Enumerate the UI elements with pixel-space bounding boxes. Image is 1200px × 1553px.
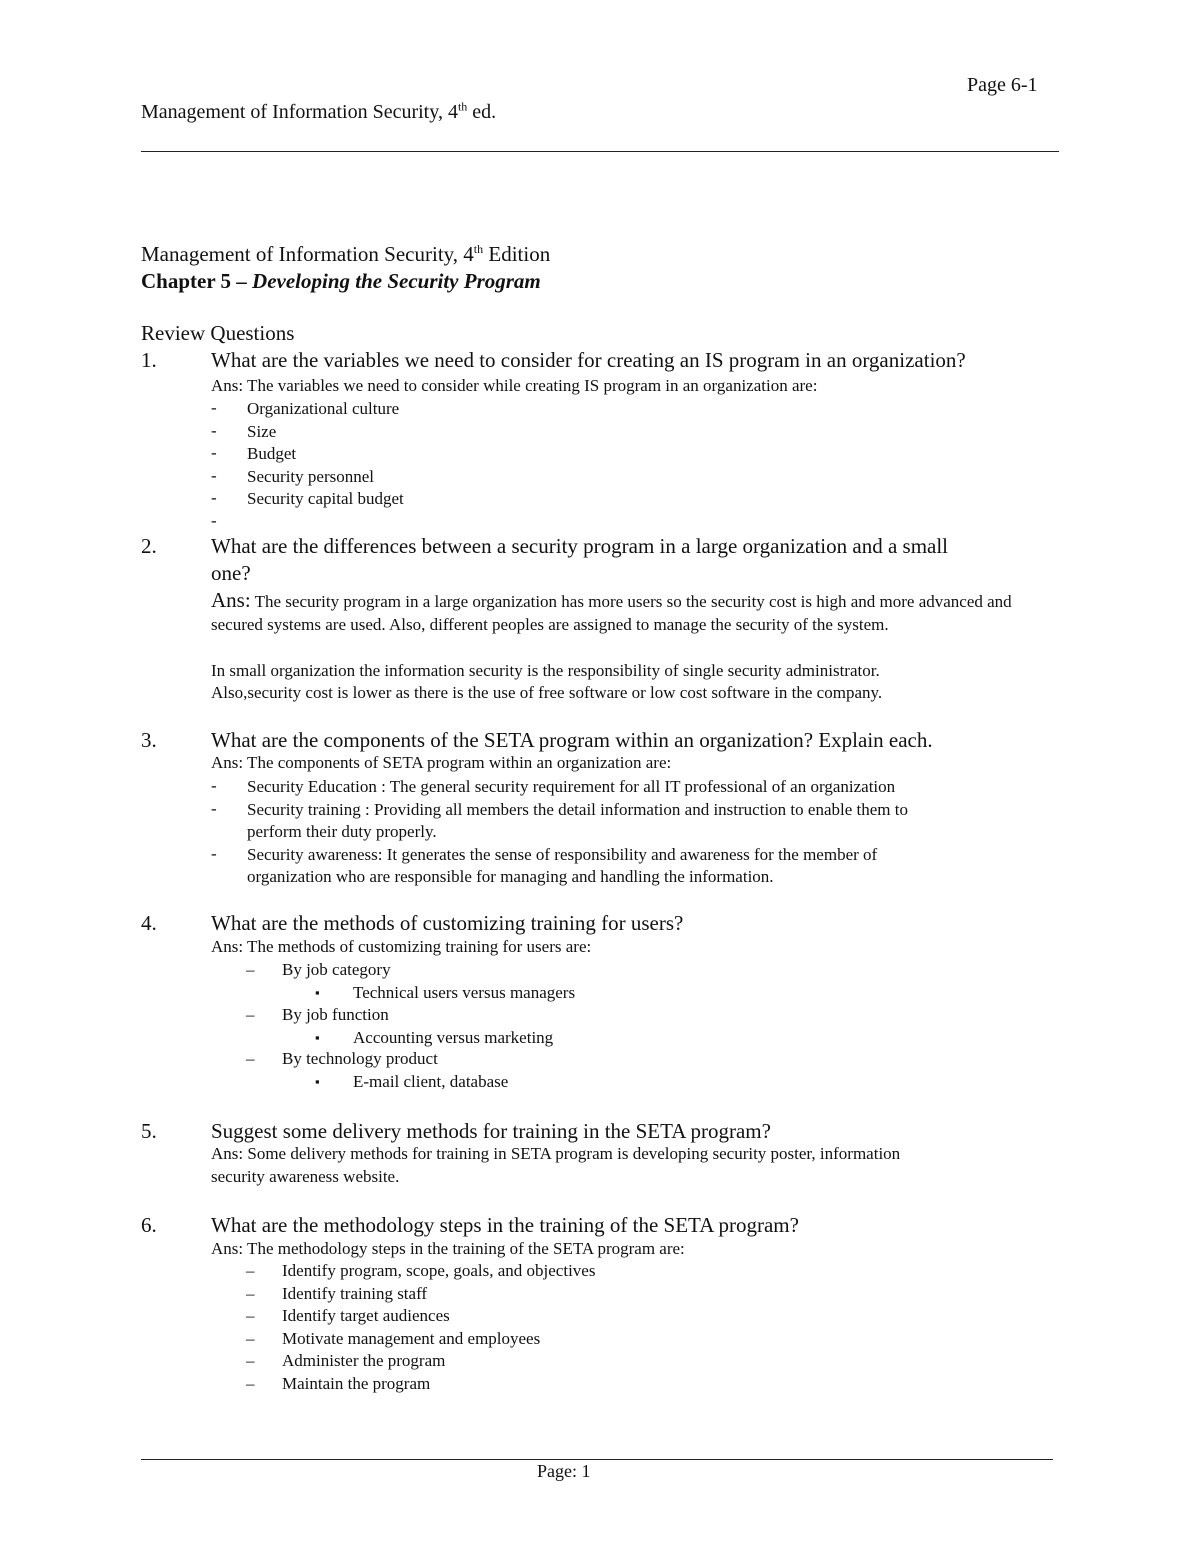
list-item: Administer the program — [282, 1351, 446, 1370]
footer-page-number: Page: 1 — [537, 1461, 591, 1481]
bullet-icon: ▪ — [315, 985, 320, 1000]
list-dash: - — [211, 511, 217, 530]
answer-intro: Ans: The components of SETA program within an organization are: — [211, 753, 672, 772]
list-dash: – — [246, 1351, 255, 1370]
answer-intro: Ans: The methods of customizing training for users are: — [211, 937, 592, 956]
list-item-continued: organization who are responsible for managing and handling the information. — [247, 867, 774, 886]
header-book-title: Management of Information Security, 4th ed. — [141, 99, 497, 123]
question-text: What are the methods of customizing training for users? — [211, 911, 684, 935]
question-text: What are the differences between a security program in a large organization and a small — [211, 534, 949, 558]
answer-paragraph: Also,security cost is lower as there is the use of free software or low cost software in the company. — [211, 683, 883, 702]
bullet-icon: ▪ — [315, 1074, 320, 1089]
sub-list-item: Technical users versus managers — [353, 983, 576, 1002]
question-number: 4. — [141, 911, 157, 935]
list-dash: - — [211, 799, 217, 818]
list-dash: - — [211, 844, 217, 863]
sub-list-item: E-mail client, database — [353, 1072, 509, 1091]
list-item: Motivate management and employees — [282, 1329, 541, 1348]
list-dash: - — [211, 398, 217, 417]
list-item: Organizational culture — [247, 399, 400, 418]
list-item: By job category — [282, 960, 391, 979]
chapter-heading: Chapter 5 – Developing the Security Program — [141, 269, 541, 293]
review-questions-heading: Review Questions — [141, 321, 295, 345]
answer-intro: Ans: The variables we need to consider while creating IS program in an organization are: — [211, 376, 818, 395]
answer-paragraph: Ans: The security program in a large organization has more users so the security cost is high and more advanced and secured systems are used. Also, different peoples are assigned to manage the security of the system. — [211, 588, 1012, 634]
bullet-icon: ▪ — [315, 1030, 320, 1045]
header-divider — [141, 151, 1059, 152]
list-dash: – — [246, 1005, 255, 1024]
sub-list-item: Accounting versus marketing — [353, 1028, 554, 1047]
answer-paragraph: In small organization the information security is the responsibility of single security administrator. — [211, 661, 880, 680]
question-text: What are the components of the SETA program within an organization? Explain each. — [211, 728, 933, 752]
list-dash: - — [211, 776, 217, 795]
list-item: Security awareness: It generates the sense of responsibility and awareness for the member of — [247, 845, 878, 864]
question-number: 1. — [141, 348, 157, 372]
list-item-continued: perform their duty properly. — [247, 822, 437, 841]
answer-text: Ans: Some delivery methods for training in SETA program is developing security poster, information — [211, 1144, 901, 1163]
footer-divider — [141, 1459, 1053, 1460]
question-text: What are the methodology steps in the training of the SETA program? — [211, 1213, 799, 1237]
question-number: 3. — [141, 728, 157, 752]
list-dash: – — [246, 1284, 255, 1303]
header-page-number: Page 6-1 — [967, 74, 1038, 96]
list-item: Security capital budget — [247, 489, 404, 508]
list-item: By job function — [282, 1005, 389, 1024]
answer-intro: Ans: The methodology steps in the training of the SETA program are: — [211, 1239, 685, 1258]
list-dash: – — [246, 1306, 255, 1325]
list-item: Maintain the program — [282, 1374, 431, 1393]
question-number: 6. — [141, 1213, 157, 1237]
list-dash: – — [246, 960, 255, 979]
question-text: What are the variables we need to consider for creating an IS program in an organization? — [211, 348, 966, 372]
answer-text-continued: security awareness website. — [211, 1167, 400, 1186]
list-item: Security Education : The general security requirement for all IT professional of an organization — [247, 777, 896, 796]
list-item: Security personnel — [247, 467, 374, 486]
list-item: Size — [247, 422, 277, 441]
list-item: Identify program, scope, goals, and objectives — [282, 1261, 596, 1280]
list-item: By technology product — [282, 1049, 438, 1068]
list-dash: - — [211, 466, 217, 485]
question-text-continued: one? — [211, 561, 251, 585]
list-item: Identify target audiences — [282, 1306, 450, 1325]
list-dash: – — [246, 1261, 255, 1280]
list-dash: - — [211, 488, 217, 507]
list-dash: – — [246, 1049, 255, 1068]
question-text: Suggest some delivery methods for training in the SETA program? — [211, 1119, 771, 1143]
list-item: Budget — [247, 444, 297, 463]
list-dash: - — [211, 443, 217, 462]
question-number: 5. — [141, 1119, 157, 1143]
question-number: 2. — [141, 534, 157, 558]
list-dash: - — [211, 421, 217, 440]
list-item: Security training : Providing all members the detail information and instruction to enable them to — [247, 800, 908, 819]
document-title: Management of Information Security, 4th Edition — [141, 242, 551, 266]
list-item: Identify training staff — [282, 1284, 428, 1303]
list-dash: – — [246, 1329, 255, 1348]
list-dash: – — [246, 1374, 255, 1393]
